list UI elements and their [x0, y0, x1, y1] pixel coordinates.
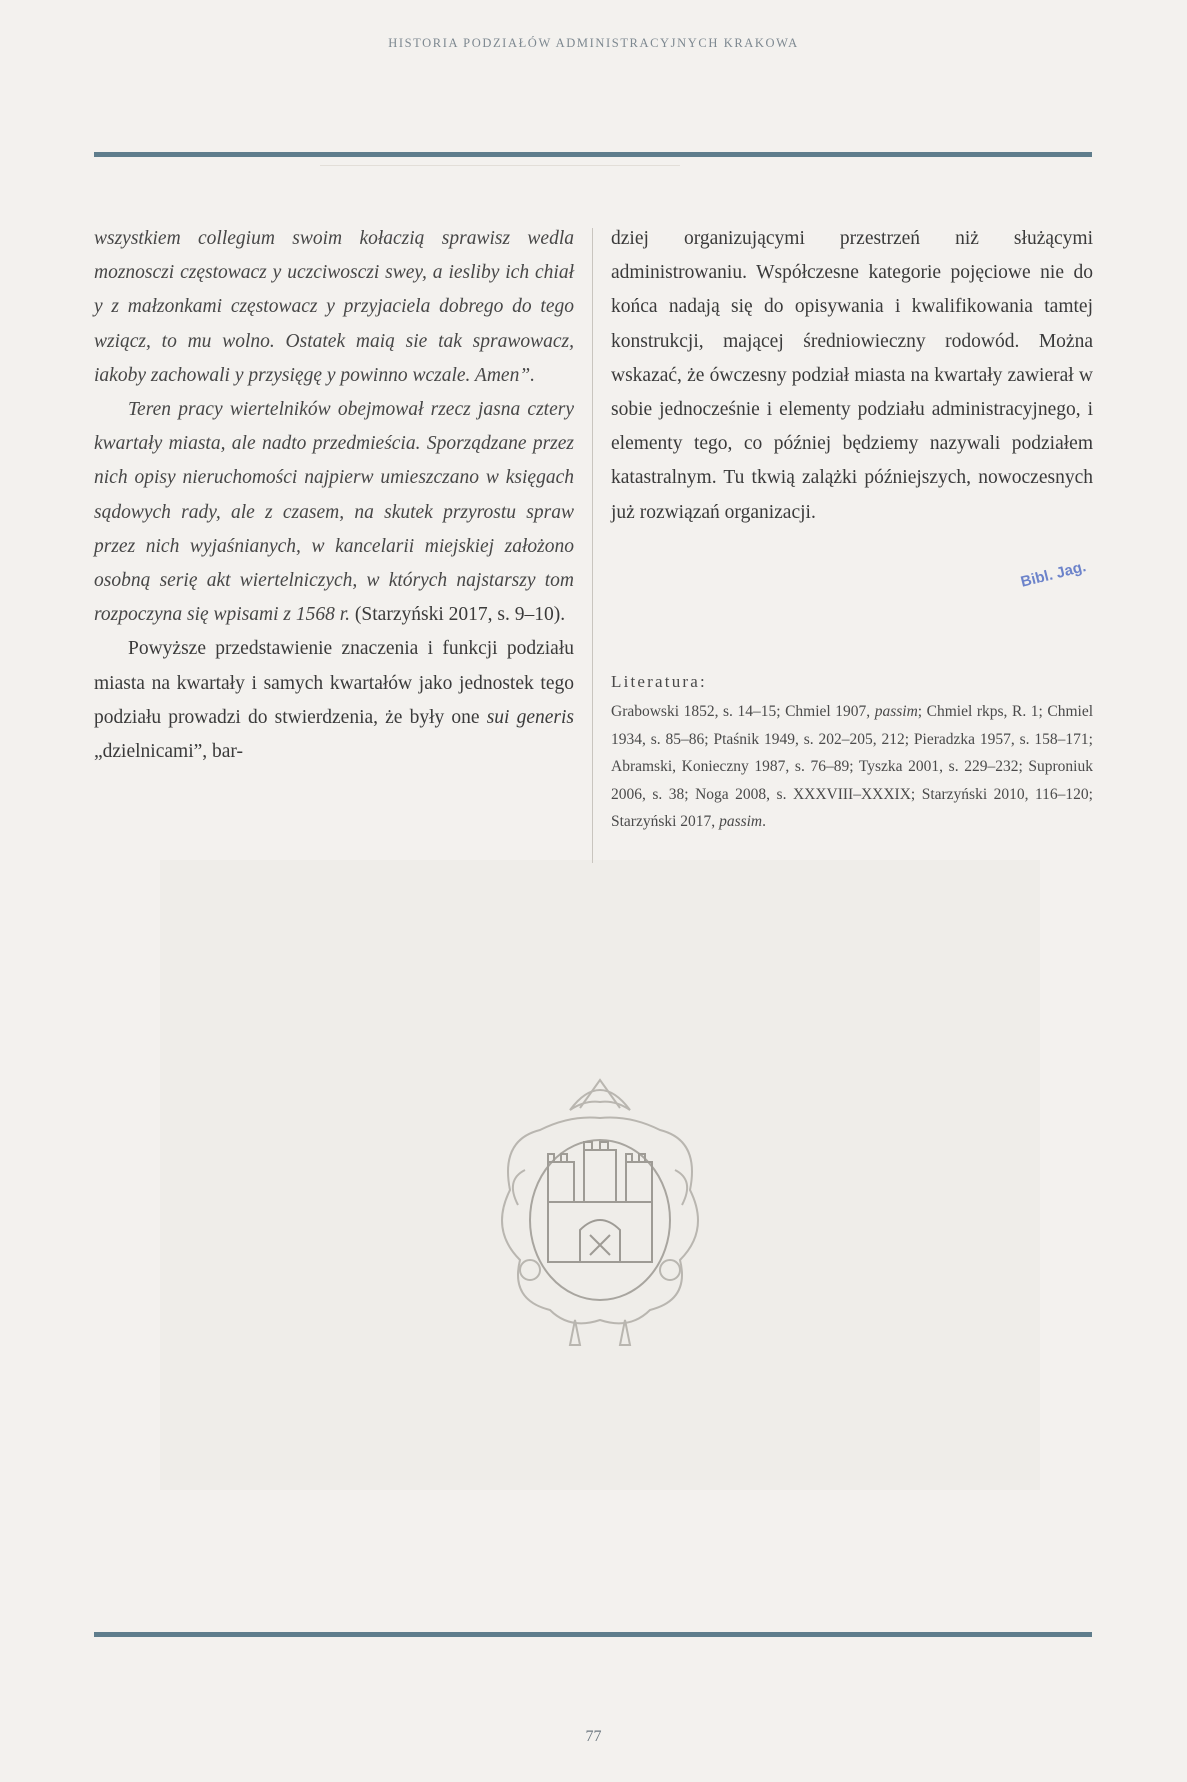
quote-paragraph-1: wszystkiem collegium swoim kołaczią sprawisz wedla moznosczi częstowacz y uczciwosczi swey, a iesliby ich chiał y z małzonkami częstowacz y przyjaciela dobrego do tego wziącz, to mu wolno. Ostatek maią sie tak sprawowacz, iakoby zachowali y przysięgę y powinno wczale. Amen”.	[94, 228, 574, 386]
top-rule	[94, 152, 1092, 157]
literature-passim-2: passim	[719, 813, 763, 830]
library-stamp: Bibl. Jag.	[1018, 558, 1088, 591]
faint-bleedthrough-rule	[320, 165, 680, 166]
left-column	[94, 222, 574, 769]
running-title: HISTORIA PODZIAŁÓW ADMINISTRACYJNYCH KRAKOWA	[388, 36, 799, 50]
literature-part-1: Grabowski 1852, s. 14–15; Chmiel 1907,	[611, 703, 875, 720]
literature-part-3: .	[762, 813, 767, 830]
para-1-start: Powyższe przedstawienie znaczenia i funkcji podziału miasta na kwartały i samych kwartałów jako jednostek tego podziału prowadzi do stwierdzenia, że były one	[94, 638, 574, 728]
quote-2-citation: (Starzyński 2017, s. 9–10).	[350, 604, 566, 626]
page-number: 77	[585, 1728, 602, 1745]
column-divider	[592, 228, 593, 863]
literature-heading: Literatura:	[611, 672, 707, 691]
literature-passim-1: passim	[874, 703, 918, 720]
literature-list	[611, 698, 1093, 836]
quote-paragraph-2	[94, 393, 574, 632]
para-1-italic: sui generis	[486, 706, 574, 728]
coat-of-arms-icon	[480, 1070, 720, 1360]
quote-2-text: Teren pracy wiertelników obejmował rzecz jasna cztery kwartały miasta, ale nadto przedmieścia. Sporządzane przez nich opisy nieruchomości najpierw umieszczano w księgach sądowych rady, ale z czasem, na skutek przyrostu spraw przez nich wyjaśnianych, w kancelarii miejskiej założono osobną serię akt wiertelniczych, w których najstarszy tom rozpoczyna się wpisami z 1568 r.	[94, 399, 574, 626]
body-paragraph-1	[94, 632, 574, 769]
bottom-rule	[94, 1632, 1092, 1637]
para-1-end: „dzielnicami”, bar-	[94, 741, 244, 763]
right-column	[611, 222, 1093, 530]
literature-part-2: ; Chmiel rkps, R. 1; Chmiel 1934, s. 85–86; Ptaśnik 1949, s. 202–205, 212; Pieradzka 1957, s. 158–171; Abramski, Konieczny 1987, s. 76–89; Tyszka 2001, s. 229–232; Suproniuk 2006, s. 38; Noga 2008, s. XXXVIII–XXXIX; Starzyński 2010, 116–120; Starzyński 2017,	[611, 703, 1094, 830]
body-paragraph-2: dziej organizującymi przestrzeń niż służącymi administrowaniu. Współczesne kategorie pojęciowe nie do końca nadają się do opisywania i kwalifikowania tamtej konstrukcji, mającej średniowieczny rodowód. Można wskazać, że ówczesny podział miasta na kwartały zawierał w sobie jednocześnie i elementy podziału administracyjnego, i elementy tego, co później będziemy nazywali podziałem katastralnym. Tu tkwią zalążki późniejszych, nowoczesnych już rozwiązań organizacji.	[611, 228, 1093, 523]
